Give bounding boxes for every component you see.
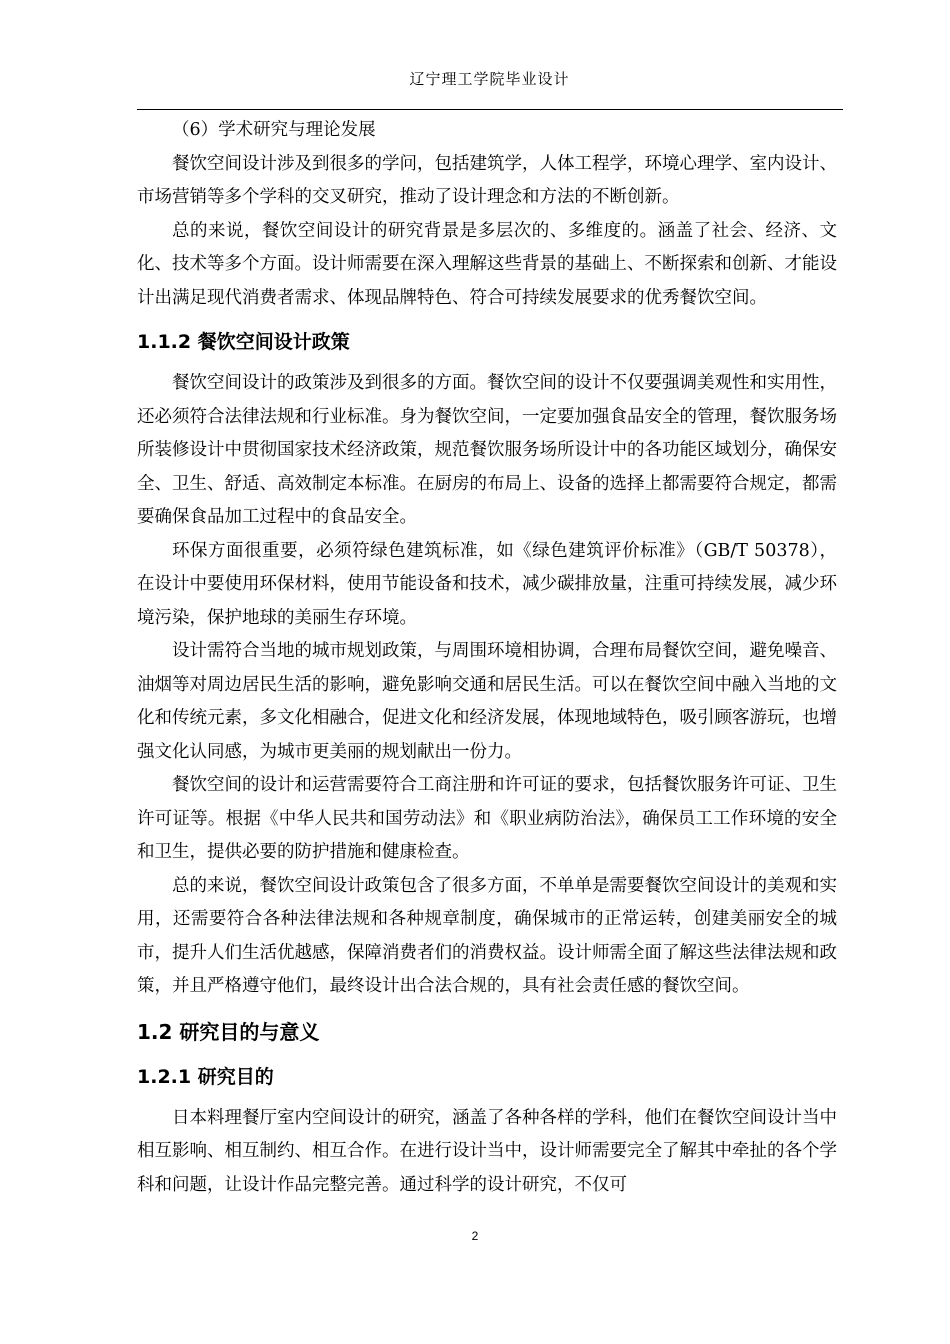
paragraph: 总的来说，餐饮空间设计的研究背景是多层次的、多维度的。涵盖了社会、经济、文化、技术等多个方面。设计师需要在深入理解这些背景的基础上、不断探索和创新、才能设计出满足现代消费者需求、体现品牌特色、符合可持续发展要求的优秀餐饮空间。 xyxy=(137,220,837,308)
item-heading-6: （6）学术研究与理论发展 xyxy=(172,120,376,140)
page-number: 2 xyxy=(471,1229,479,1243)
header-divider xyxy=(137,109,843,110)
paragraph: 餐饮空间的设计和运营需要符合工商注册和许可证的要求，包括餐饮服务许可证、卫生许可证等。根据《中华人民共和国劳动法》和《职业病防治法》，确保员工工作环境的安全和卫生，提供必要的防护措施和健康检查。 xyxy=(137,775,837,862)
paragraph: 餐饮空间设计的政策涉及到很多的方面。餐饮空间的设计不仅要强调美观性和实用性，还必须符合法律法规和行业标准。身为餐饮空间，一定要加强食品安全的管理，餐饮服务场所装修设计中贯彻国家技术经济政策，规范餐饮服务场所设计中的各功能区域划分，确保安全、卫生、舒适、高效制定本标准。在厨房的布局上、设备的选择上都需要符合规定，都需要确保食品加工过程中的食品安全。 xyxy=(137,373,837,527)
section-heading-1-2: 1.2 研究目的与意义 xyxy=(137,1019,320,1044)
paragraph: 总的来说，餐饮空间设计政策包含了很多方面，不单单是需要餐饮空间设计的美观和实用，还需要符合各种法律法规和各种规章制度，确保城市的正常运转，创建美丽安全的城市，提升人们生活优越感，保障消费者们的消费权益。设计师需全面了解这些法律法规和政策，并且严格遵守他们，最终设计出合法合规的，具有社会责任感的餐饮空间。 xyxy=(137,875,837,996)
paragraph: 环保方面很重要，必须符绿色建筑标准，如《绿色建筑评价标准》（GB/T 50378），在设计中要使用环保材料，使用节能设备和技术，减少碳排放量，注重可持续发展，减少环境污染，保护地球的美丽生存环境。 xyxy=(137,540,837,628)
section-heading-1-1-2: 1.1.2 餐饮空间设计政策 xyxy=(137,331,350,353)
document-body xyxy=(137,114,837,1202)
paragraph: 日本料理餐厅室内空间设计的研究，涵盖了各种各样的学科，他们在餐饮空间设计当中相互影响、相互制约、相互合作。在进行设计当中，设计师需要完全了解其中牵扯的各个学科和问题，让设计作品完整完善。通过科学的设计研究，不仅可 xyxy=(137,1107,837,1195)
page-header-title: 辽宁理工学院毕业设计 xyxy=(409,70,570,88)
paragraph: 餐饮空间设计涉及到很多的学问，包括建筑学，人体工程学，环境心理学、室内设计、市场营销等多个学科的交叉研究，推动了设计理念和方法的不断创新。 xyxy=(137,153,837,207)
section-heading-1-2-1: 1.2.1 研究目的 xyxy=(137,1065,274,1088)
paragraph: 设计需符合当地的城市规划政策，与周围环境相协调，合理布局餐饮空间，避免噪音、油烟等对周边居民生活的影响，避免影响交通和居民生活。可以在餐饮空间中融入当地的文化和传统元素，多文化相融合，促进文化和经济发展，体现地域特色，吸引顾客游玩，也增强文化认同感，为城市更美丽的规划献出一份力。 xyxy=(137,641,837,762)
